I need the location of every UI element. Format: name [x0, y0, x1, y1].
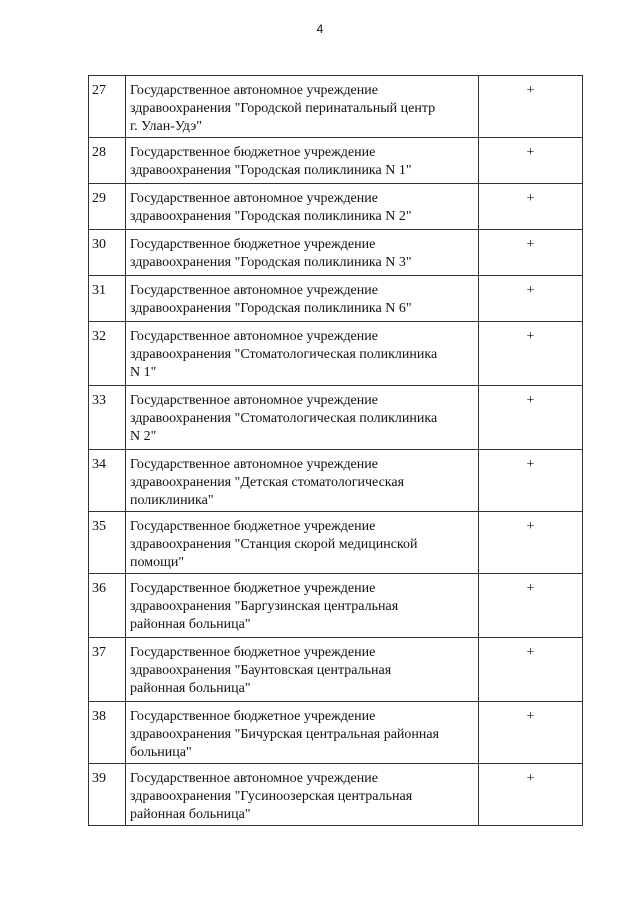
institution-name: Государственное автономное учреждение здравоохранения "Городская поликлиника N 6" — [130, 283, 412, 316]
institution-cell — [126, 322, 479, 386]
institution-name: Государственное бюджетное учреждение здравоохранения "Городская поликлиника N 3" — [130, 237, 412, 270]
table-row — [89, 386, 583, 450]
institutions-table — [88, 75, 583, 826]
institution-cell — [126, 574, 479, 638]
table-row — [89, 230, 583, 276]
mark-cell: + — [479, 764, 583, 826]
institution-cell — [126, 230, 479, 276]
mark-cell: + — [479, 76, 583, 138]
row-number: 31 — [89, 276, 126, 322]
table-row — [89, 276, 583, 322]
table-row — [89, 184, 583, 230]
table-row — [89, 702, 583, 764]
mark-cell: + — [479, 638, 583, 702]
mark-cell: + — [479, 184, 583, 230]
institution-cell — [126, 450, 479, 512]
page-number: 4 — [316, 22, 324, 36]
mark-cell: + — [479, 702, 583, 764]
institution-name: Государственное бюджетное учреждение здравоохранения "Бичурская центральная районная больница" — [130, 709, 440, 760]
table-row — [89, 76, 583, 138]
mark-cell: + — [479, 138, 583, 184]
institution-name: Государственное бюджетное учреждение здравоохранения "Станция скорой медицинской помощи" — [130, 519, 418, 570]
institution-cell — [126, 764, 479, 826]
table-row — [89, 512, 583, 574]
row-number: 35 — [89, 512, 126, 574]
institution-name: Государственное автономное учреждение здравоохранения "Городской перинатальный центр г. Улан-Удэ" — [130, 83, 436, 134]
mark-cell: + — [479, 386, 583, 450]
mark-cell: + — [479, 230, 583, 276]
table-row — [89, 764, 583, 826]
institution-cell — [126, 638, 479, 702]
table-row — [89, 450, 583, 512]
institution-name: Государственное автономное учреждение здравоохранения "Городская поликлиника N 2" — [130, 191, 412, 224]
table-row — [89, 138, 583, 184]
row-number: 28 — [89, 138, 126, 184]
row-number: 27 — [89, 76, 126, 138]
row-number: 29 — [89, 184, 126, 230]
row-number: 33 — [89, 386, 126, 450]
mark-cell: + — [479, 322, 583, 386]
row-number: 30 — [89, 230, 126, 276]
row-number: 32 — [89, 322, 126, 386]
institution-cell — [126, 512, 479, 574]
table-row — [89, 638, 583, 702]
mark-cell: + — [479, 512, 583, 574]
table-row — [89, 574, 583, 638]
institution-cell — [126, 138, 479, 184]
institution-name: Государственное автономное учреждение здравоохранения "Стоматологическая поликлиника N 2" — [130, 393, 438, 444]
row-number: 39 — [89, 764, 126, 826]
institution-name: Государственное автономное учреждение здравоохранения "Гусиноозерская центральная районная больница" — [130, 771, 413, 822]
row-number: 38 — [89, 702, 126, 764]
row-number: 37 — [89, 638, 126, 702]
table-body — [89, 76, 583, 826]
institution-cell — [126, 184, 479, 230]
institution-cell — [126, 276, 479, 322]
institution-cell — [126, 702, 479, 764]
institution-cell — [126, 386, 479, 450]
row-number: 34 — [89, 450, 126, 512]
mark-cell: + — [479, 574, 583, 638]
institution-name: Государственное бюджетное учреждение здравоохранения "Городская поликлиника N 1" — [130, 145, 412, 178]
row-number: 36 — [89, 574, 126, 638]
institution-name: Государственное бюджетное учреждение здравоохранения "Баргузинская центральная районная больница" — [130, 581, 399, 632]
table-row — [89, 322, 583, 386]
institution-name: Государственное бюджетное учреждение здравоохранения "Баунтовская центральная районная больница" — [130, 645, 392, 696]
institution-name: Государственное автономное учреждение здравоохранения "Детская стоматологическая поликлиника" — [130, 457, 405, 508]
mark-cell: + — [479, 276, 583, 322]
institution-name: Государственное автономное учреждение здравоохранения "Стоматологическая поликлиника N 1" — [130, 329, 438, 380]
institution-cell — [126, 76, 479, 138]
mark-cell: + — [479, 450, 583, 512]
